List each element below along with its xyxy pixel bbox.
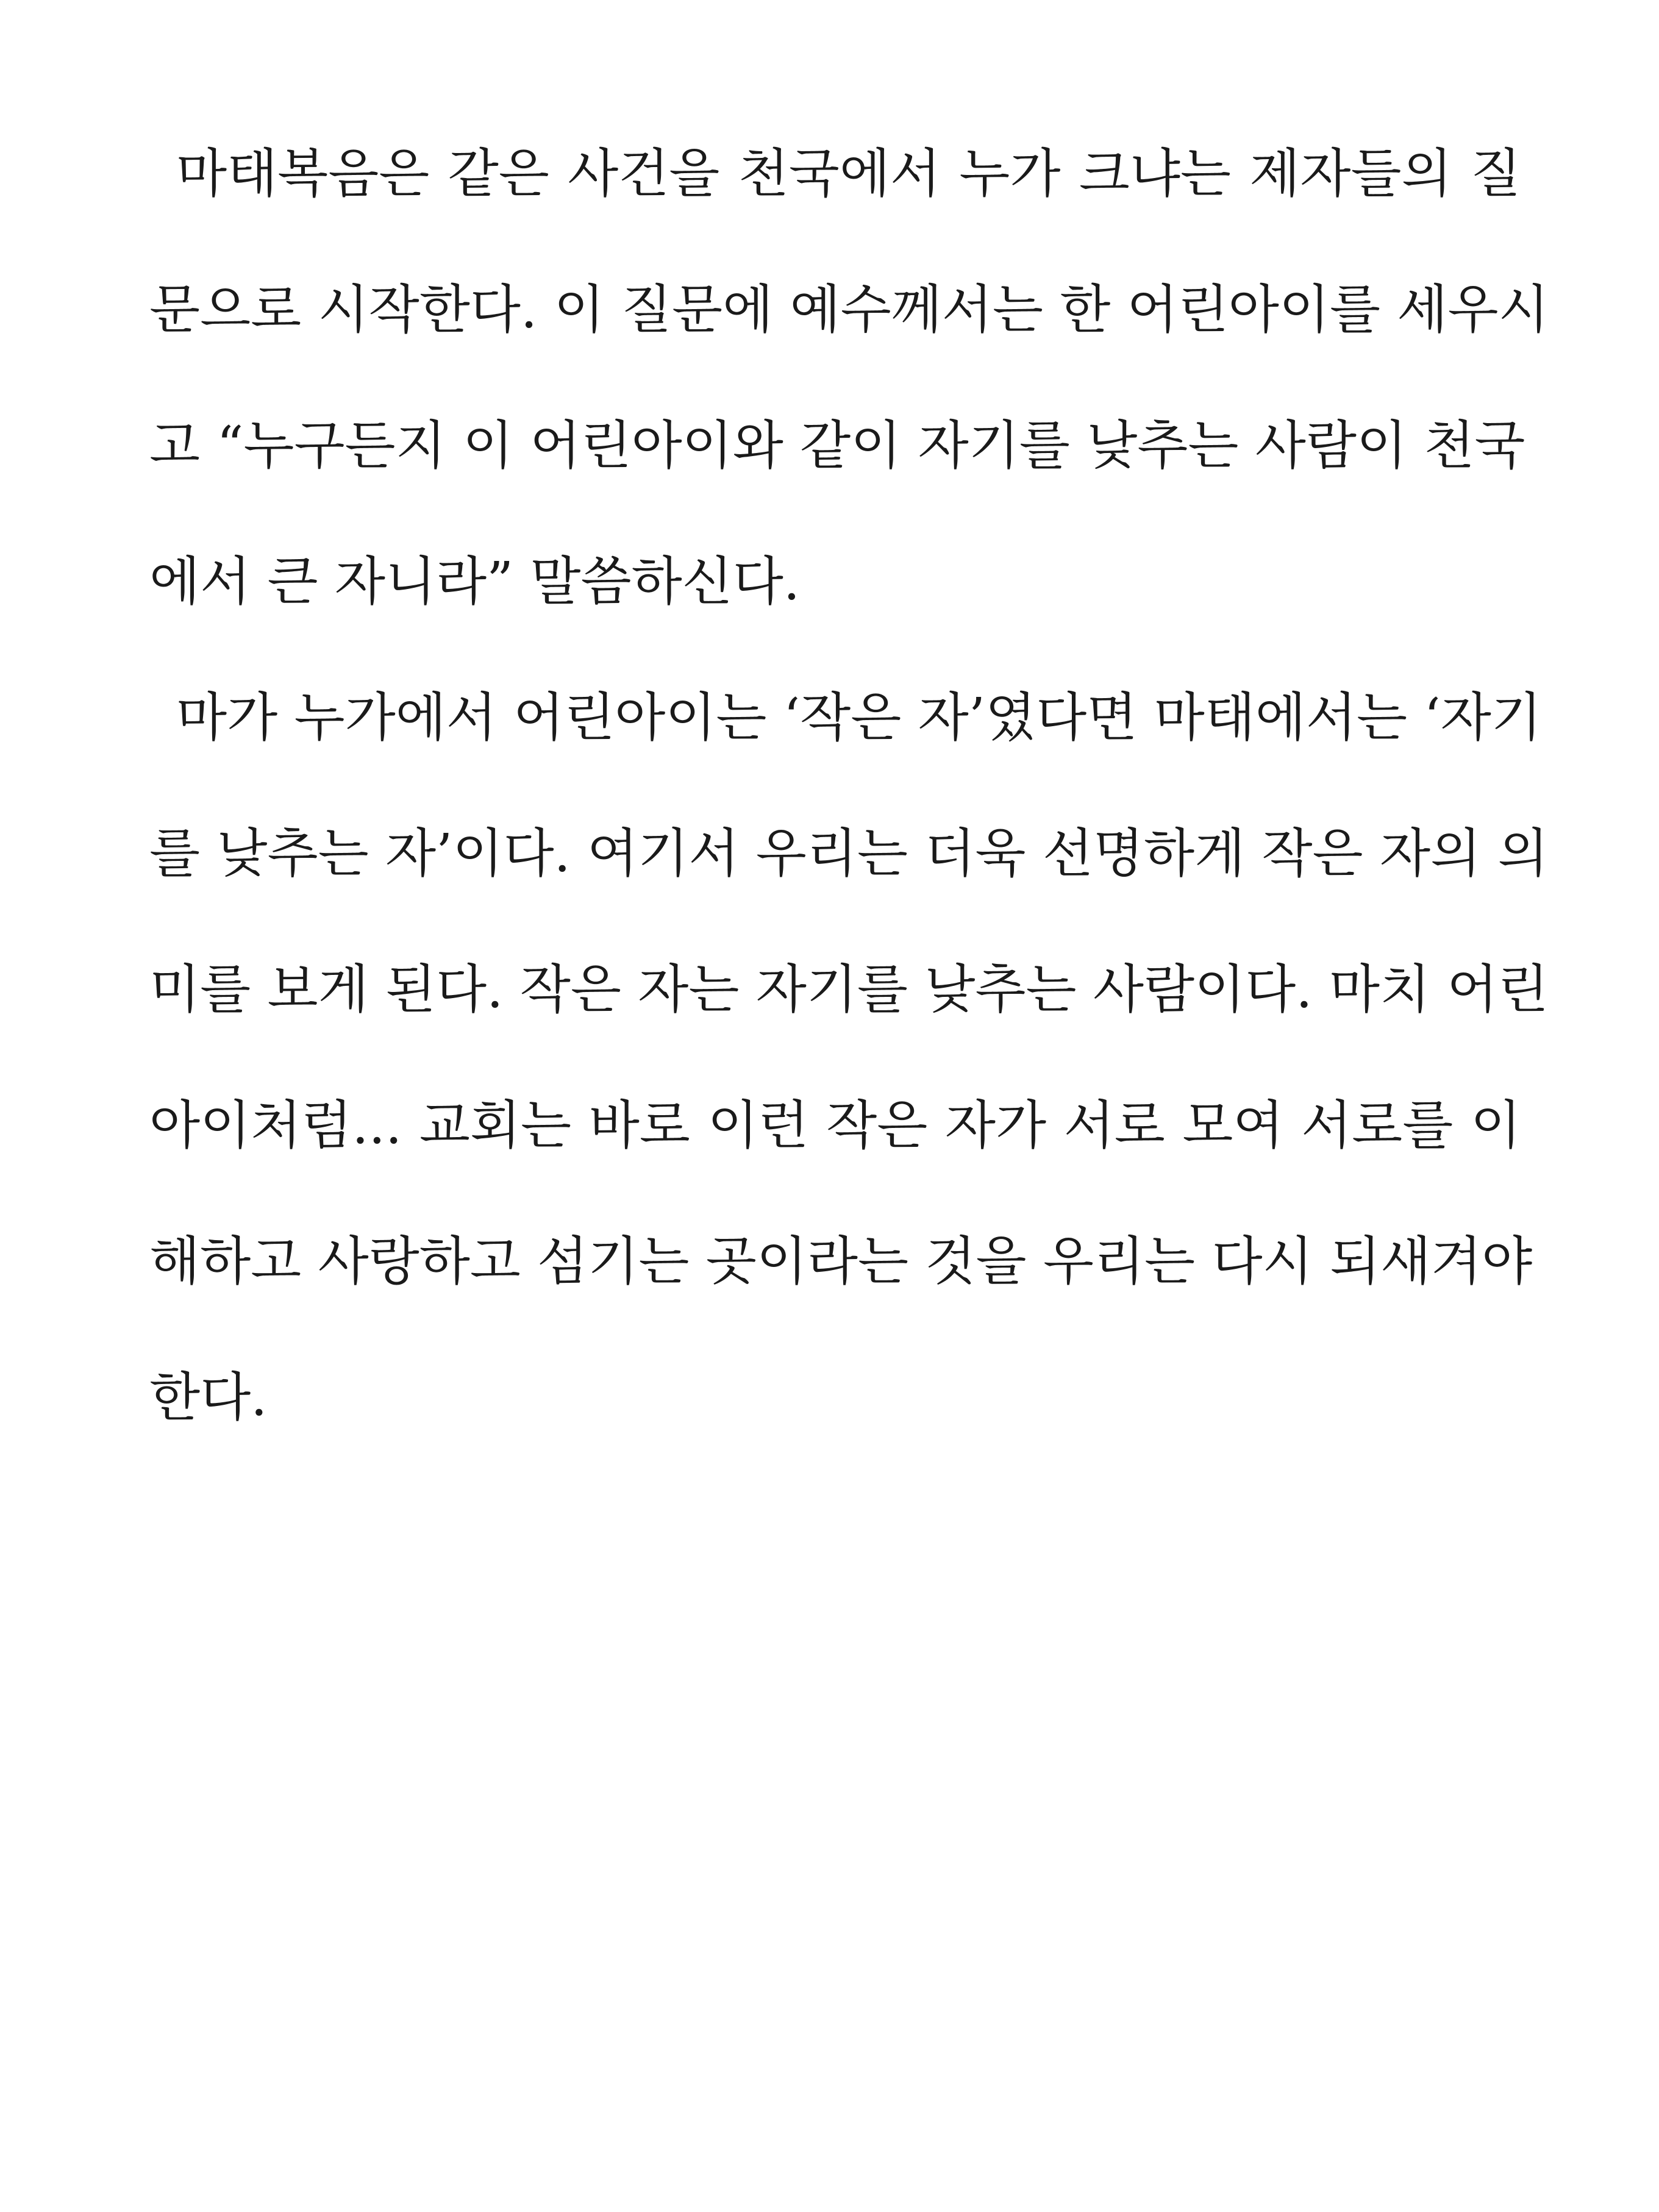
- paragraph-1-line-1: 마태복음은 같은 사건을 천국에서 누가 크냐는 제자들의 질: [176, 143, 1521, 204]
- body-text: [149, 125, 1549, 1485]
- paragraph-2-line-3: 미를 보게 된다. 작은 자는 자기를 낮추는 사람이다. 마치 어린: [149, 959, 1549, 1020]
- paragraph-2-line-5: 해하고 사랑하고 섬기는 곳이라는 것을 우리는 다시 되새겨야: [149, 1231, 1533, 1292]
- paragraph-2-line-4: 아이처럼... 교회는 바로 이런 작은 자가 서로 모여 서로를 이: [149, 1095, 1521, 1156]
- paragraph-2-line-1: 마가 누가에서 어린아이는 ‘작은 자’였다면 마태에서는 ‘자기: [176, 687, 1542, 748]
- paragraph-2-line-2: 를 낮추는 자’이다. 여기서 우리는 더욱 선명하게 작은 자의 의: [149, 823, 1549, 884]
- paragraph-1-line-4: 에서 큰 자니라” 말씀하신다.: [149, 551, 801, 612]
- paragraph-2-line-6: 한다.: [149, 1367, 268, 1428]
- paragraph-1-line-3: 고 “누구든지 이 어린아이와 같이 자기를 낮추는 사람이 천국: [149, 415, 1525, 476]
- paragraph-1-line-2: 문으로 시작한다. 이 질문에 예수께서는 한 어린아이를 세우시: [149, 279, 1549, 340]
